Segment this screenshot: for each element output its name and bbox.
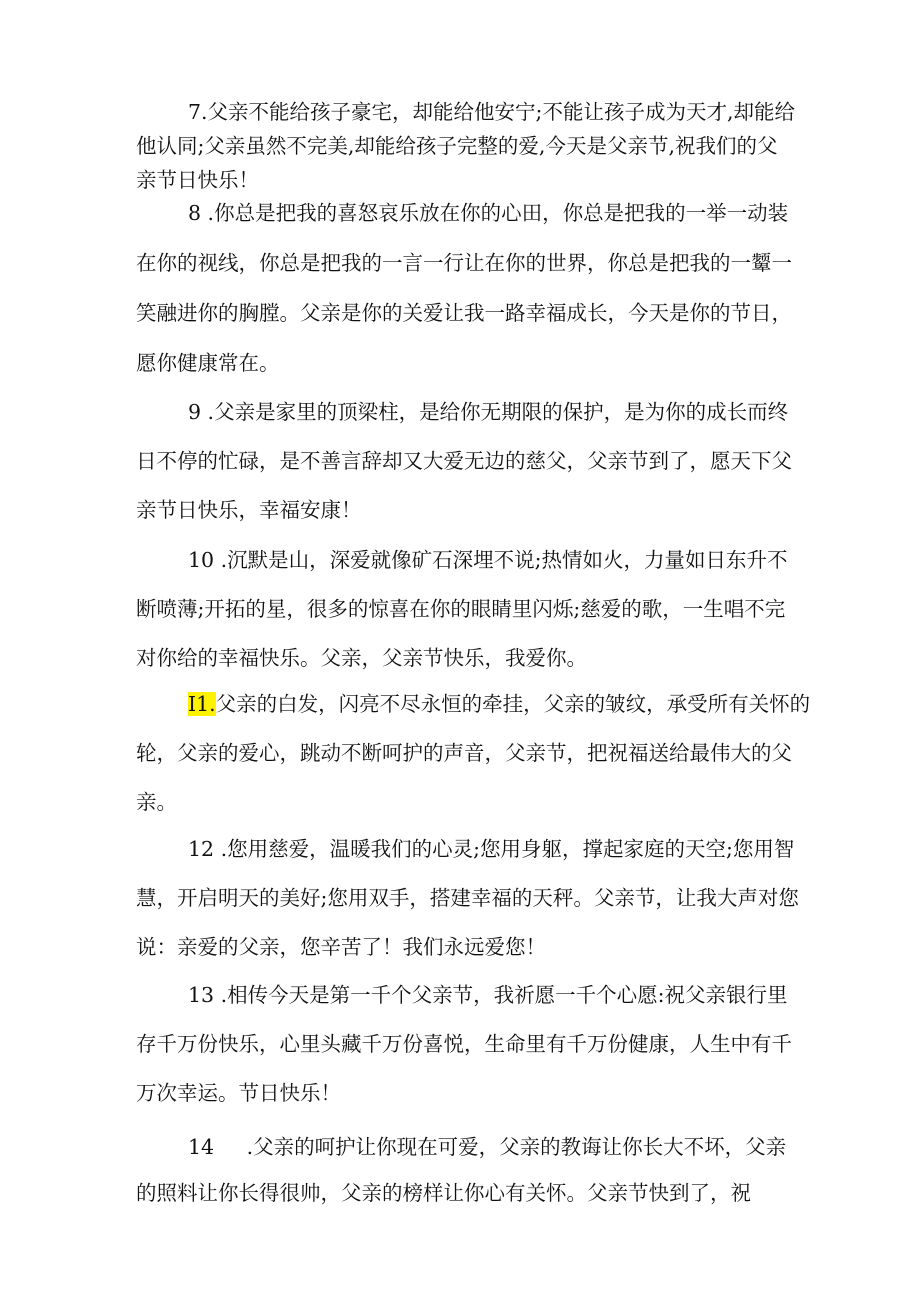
text-line: 他认同;父亲虽然不完美,却能给孩子完整的爱,今天是父亲节,祝我们的父 — [136, 134, 778, 158]
text-line: 对你给的幸福快乐。父亲，父亲节快乐，我爱你。 — [136, 646, 587, 670]
text-line: 万次幸运。节日快乐！ — [136, 1081, 341, 1105]
text-line: 9 .父亲是家里的顶梁柱，是给你无期限的保护，是为你的成长而终 — [188, 400, 789, 424]
text-line: 亲节日快乐！ — [136, 168, 259, 192]
text-line: 说：亲爱的父亲，您辛苦了！我们永远爱您！ — [136, 935, 546, 959]
text-line: 在你的视线，你总是把我的一言一行让在你的世界，你总是把我的一颦一 — [136, 251, 792, 275]
text-line: 亲节日快乐，幸福安康！ — [136, 498, 362, 522]
text-line: 断喷薄;开拓的星，很多的惊喜在你的眼睛里闪烁;慈爱的歌，一生唱不完 — [136, 597, 786, 621]
text-line: 的照料让你长得很帅，父亲的榜样让你心有关怀。父亲节快到了，祝 — [136, 1181, 751, 1205]
text-line: I1.父亲的白发，闪亮不尽永恒的牵挂，父亲的皱纹，承受所有关怀的 — [188, 692, 811, 716]
text-line: 13 .相传今天是第一千个父亲节，我祈愿一千个心愿:祝父亲银行里 — [188, 983, 788, 1007]
text-line: 7.父亲不能给孩子豪宅，却能给他安宁;不能让孩子成为天才,却能给 — [188, 100, 795, 124]
text-line: 日不停的忙碌，是不善言辞却又大爱无边的慈父，父亲节到了，愿天下父 — [136, 449, 792, 473]
text-line: 慧，开启明天的美好;您用双手，搭建幸福的天秤。父亲节，让我大声对您 — [136, 886, 799, 910]
text-line: 8 .你总是把我的喜怒哀乐放在你的心田，你总是把我的一举一动装 — [188, 201, 789, 225]
text-line: 愿你健康常在。 — [136, 351, 280, 375]
text-line: 存千万份快乐，心里头藏千万份喜悦，生命里有千万份健康，人生中有千 — [136, 1032, 792, 1056]
text-line: 亲。 — [136, 790, 177, 814]
text-line: 笑融进你的胸膛。父亲是你的关爱让我一路幸福成长，今天是你的节日， — [136, 301, 792, 325]
text-line: 14 .父亲的呵护让你现在可爱，父亲的教诲让你长大不坏，父亲 — [188, 1135, 787, 1159]
text-line: 轮，父亲的爱心，跳动不断呵护的声音，父亲节，把祝福送给最伟大的父 — [136, 741, 792, 765]
text-line: 10 .沉默是山，深爱就像矿石深埋不说;热情如火，力量如日东升不 — [188, 548, 788, 572]
text-line: 12 .您用慈爱，温暖我们的心灵;您用身躯，撑起家庭的天空;您用智 — [188, 837, 795, 861]
highlighted-number: I1. — [188, 692, 216, 716]
